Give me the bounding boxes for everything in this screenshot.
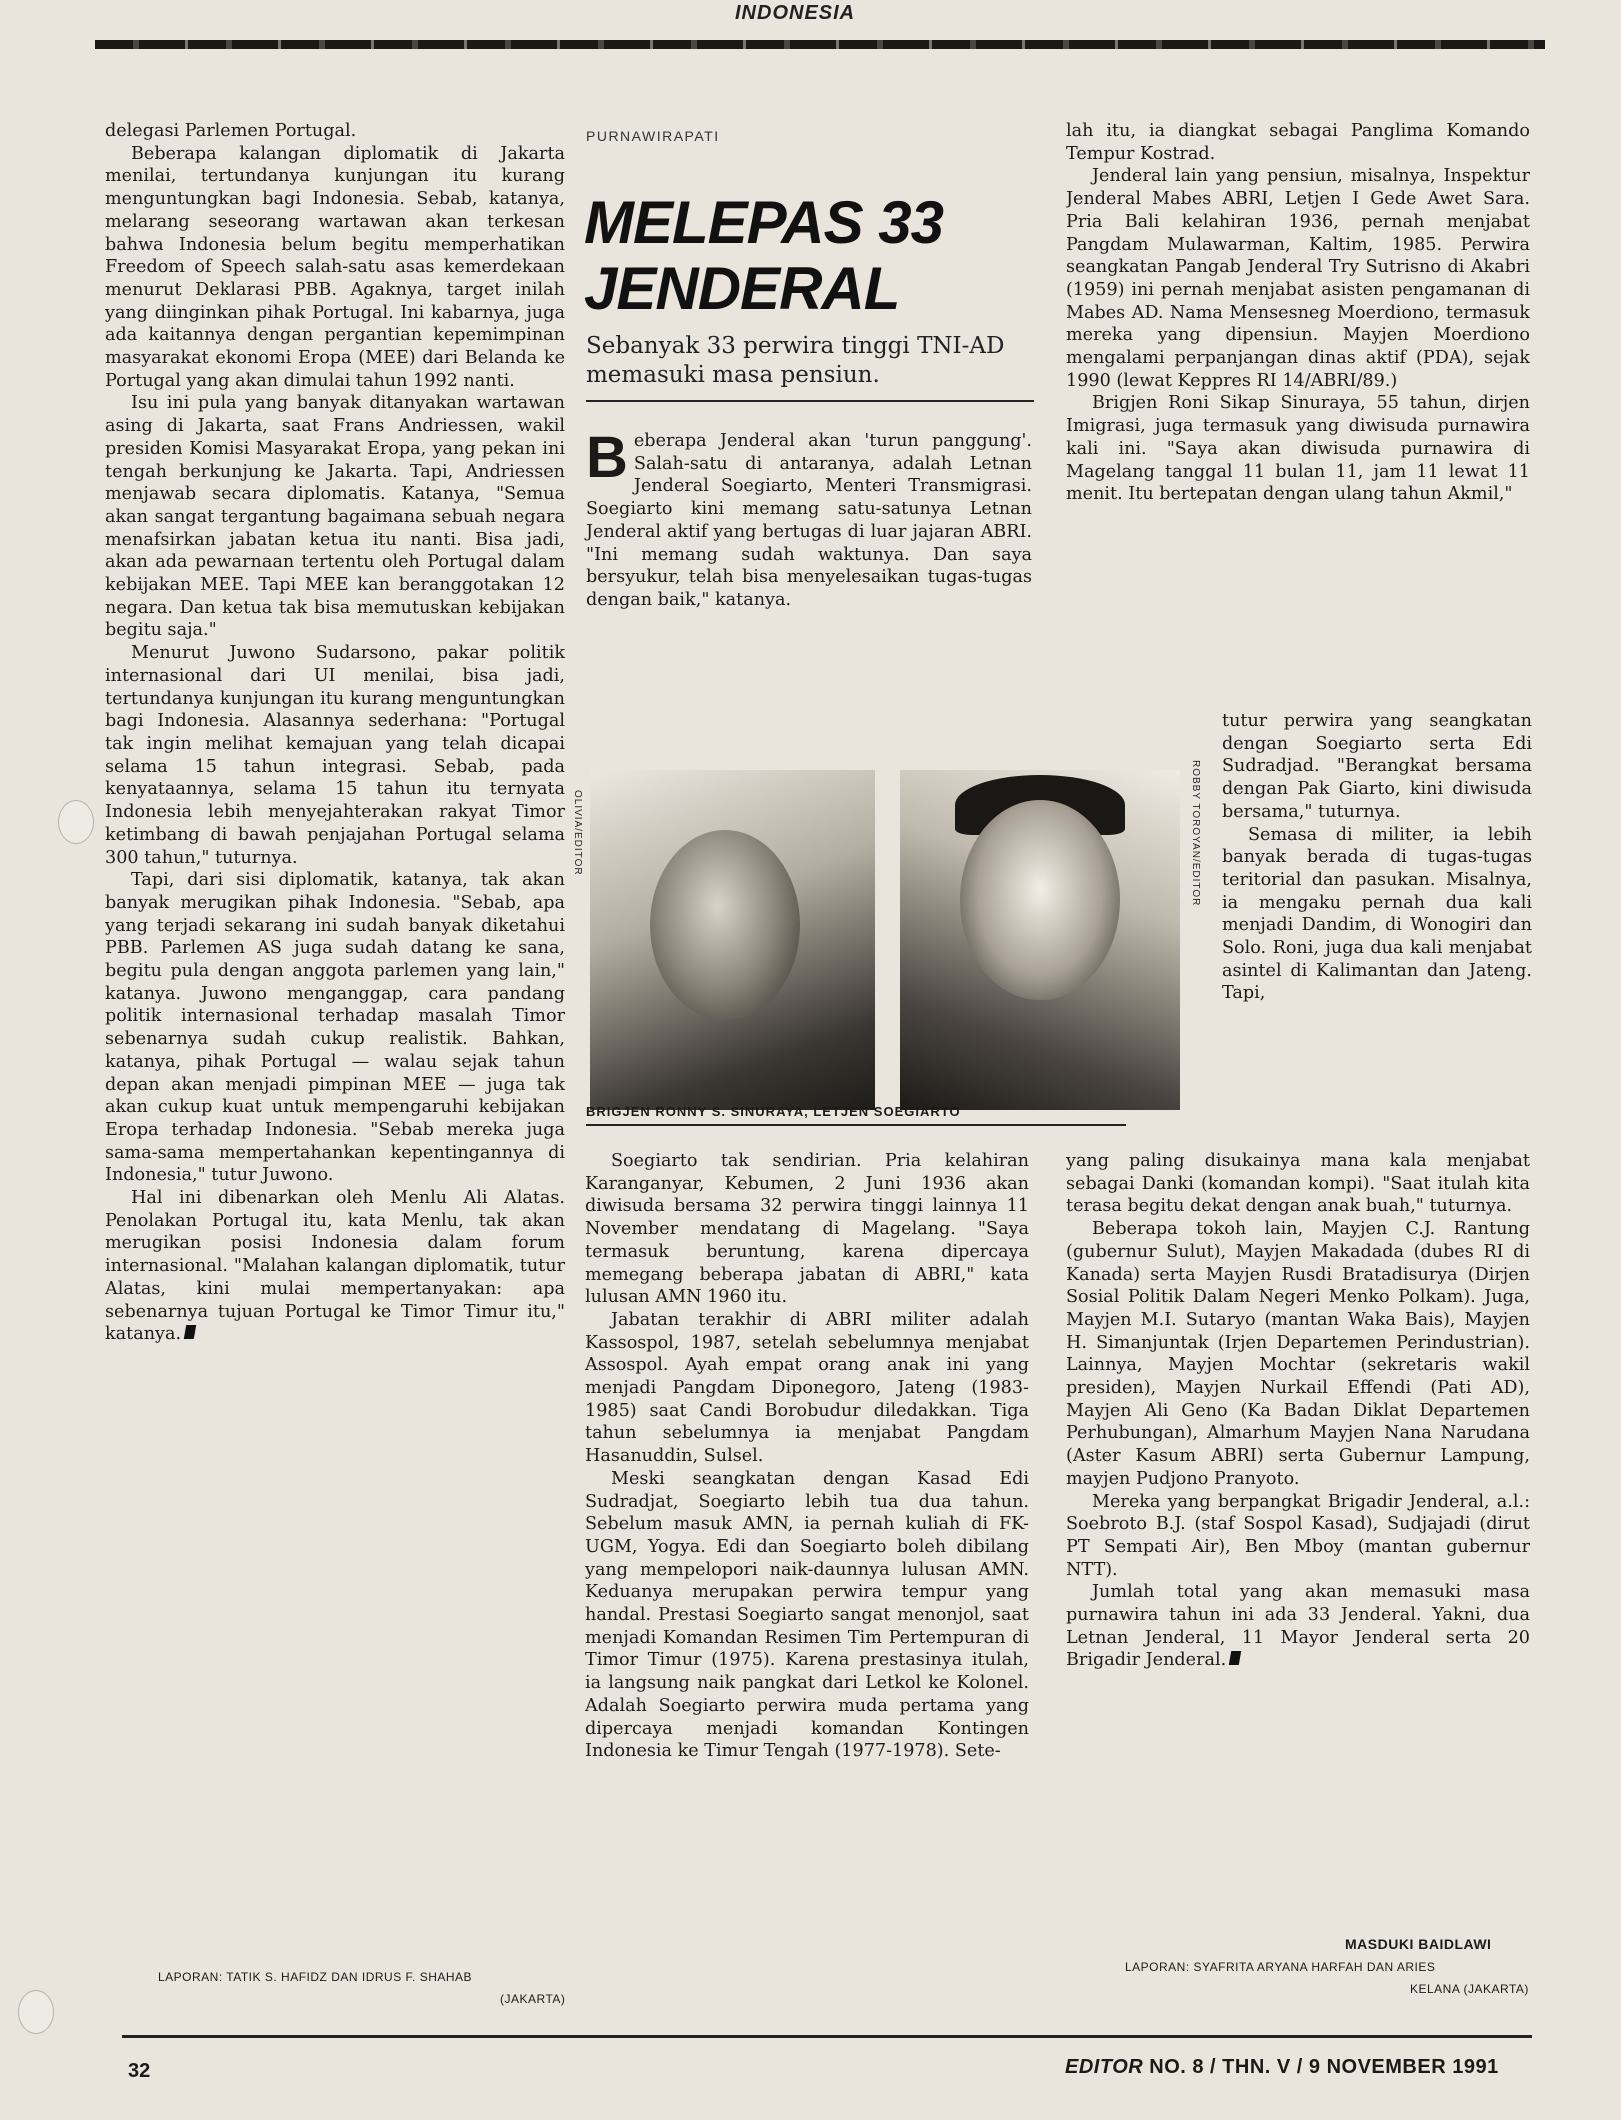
paragraph <box>1066 1581 1530 1672</box>
column-right-bottom <box>1066 1150 1530 1672</box>
portrait-face <box>960 800 1120 1000</box>
section-label: INDONESIA <box>735 2 856 24</box>
end-mark-icon <box>1229 1651 1241 1665</box>
standfirst: Sebanyak 33 perwira tinggi TNI-AD memasuki masa pensiun. <box>586 333 1005 388</box>
bottom-rule <box>122 2035 1532 2038</box>
paragraph: Semasa di militer, ia lebih banyak berada di tugas-tugas teritorial dan pasukan. Misalnya, ia mengaku pernah dua kali menjadi Dandim, di Wonogiri dan Solo. Roni, juga dua kali menjabat asintel di Kalimantan dan Jateng. Tapi, <box>1222 824 1532 1004</box>
kicker: PURNAWIRAPATI <box>586 128 720 144</box>
report-credit-location: KELANA (JAKARTA) <box>1410 1982 1529 1996</box>
paragraph: yang paling disukainya mana kala menjabat sebagai Danki (komandan kompi). "Saat itulah kita terasa begitu dekat dengan anak buah," tuturnya. <box>1066 1151 1530 1217</box>
photo-caption: BRIGJEN RONNY S. SINURAYA, LETJEN SOEGIARTO <box>586 1104 961 1119</box>
paragraph: tutur perwira yang seangkatan dengan Soegiarto serta Edi Sudradjad. "Berangkat bersama dengan Pak Giarto, kini diwisuda bersama," tuturnya. <box>1222 711 1532 822</box>
paragraph: Menurut Juwono Sudarsono, pakar politik internasional dari UI menilai, bisa jadi, tertundanya kunjungan itu kurang menguntungkan bagi Indonesia. Alasannya sederhana: "Portugal tak ingin melihat kemajuan yang telah dicapai selama 15 tahun integrasi. Sebab, pada kenyataannya, selama 15 tahun itu ternyata Indonesia lebih menyejahterakan rakyat Timor ketimbang di bawah penjajahan Portugal selama 300 tahun," tuturnya. <box>105 643 565 868</box>
punch-hole <box>18 1990 54 2034</box>
issue-info: NO. 8 / THN. V / 9 NOVEMBER 1991 <box>1149 2056 1499 2078</box>
paragraph: Soegiarto tak sendirian. Pria kelahiran Karanganyar, Kebumen, 2 Juni 1936 akan diwisuda bersama 32 perwira tinggi lainnya 11 November mendatang di Magelang. "Saya termasuk beruntung, karena dipercaya memegang beberapa jabatan di ABRI," kata lulusan AMN 1960 itu. <box>585 1151 1029 1308</box>
divider <box>586 400 1034 402</box>
paragraph: Brigjen Roni Sikap Sinuraya, 55 tahun, dirjen Imigrasi, juga termasuk yang diwisuda purnawira kali ini. "Saya akan diwisuda purnawira di Magelang tanggal 11 bulan 11, jam 11 lewat 11 menit. Itu bertepatan dengan ulang tahun Akmil," <box>1066 393 1530 505</box>
paragraph <box>105 1187 565 1346</box>
paragraph: Jabatan terakhir di ABRI militer adalah Kassospol, 1987, setelah sebelumnya menjabat Assospol. Ayah empat orang anak ini yang menjadi Pangdam Diponegoro, Jateng (1983-1985) saat Candi Borobudur diledakkan. Tiga tahun sebelumnya ia menjabat Pangdam Hasanuddin, Sulsel. <box>585 1309 1029 1467</box>
author-signature: MASDUKI BAIDLAWI <box>1345 1936 1492 1952</box>
divider <box>586 1124 1126 1126</box>
paragraph: Beberapa tokoh lain, Mayjen C.J. Rantung (gubernur Sulut), Mayjen Makadada (dubes RI di Kanada) serta Mayjen Rusdi Bratadisurya (Dirjen Sosial Politik Dalam Negeri Menko Polkam). Juga, Mayjen M.I. Sutaryo (mantan Waka Bais), Mayjen H. Simanjuntak (Irjen Departemen Perindustrian). Lainnya, Mayjen Mochtar (sekretaris wakil presiden), Mayjen Nurkail Effendi (Pati AD), Mayjen Ali Geno (Ka Badan Diklat Departemen Perhubungan), Almarhum Mayjen Nana Narudana (Aster Kasum ABRI) serta Gubernur Lampung, mayjen Pudjono Pranyoto. <box>1066 1219 1530 1489</box>
paragraph: Jenderal lain yang pensiun, misalnya, Inspektur Jenderal Mabes ABRI, Letjen I Gede Awet Sara. Pria Bali kelahiran 1936, pernah menjabat Pangdam Mulawarman, Kaltim, 1985. Perwira seangkatan Pangab Jenderal Try Sutrisno di Akabri (1959) ini pernah menjabat asisten pengamanan di Mabes AD. Nama Mensesneg Moerdiono, termasuk mereka yang dipensiun. Mayjen Moerdiono mengalami perpanjangan dinas aktif (PDA), sejak 1990 (lewat Keppres RI 14/ABRI/89.) <box>1066 166 1530 391</box>
headline: MELEPAS 33 JENDERAL <box>584 189 943 322</box>
paragraph: lah itu, ia diangkat sebagai Panglima Komando Tempur Kostrad. <box>1066 121 1530 164</box>
paragraph-text: Hal ini dibenarkan oleh Menlu Ali Alatas. Penolakan Portugal itu, kata Menlu, tak akan merugikan posisi Indonesia dalam forum internasional. "Malahan kalangan diplomatik, tutur Alatas, kini mulai mempertanyakan: apa sebenarnya tujuan Portugal ke Timor Timur itu," katanya. <box>105 1188 565 1345</box>
drop-cap: B <box>586 425 628 490</box>
paragraph: Beberapa kalangan diplomatik di Jakarta menilai, tertundanya kunjungan itu kurang menguntungkan bagi Indonesia. Sebab, katanya, melarang seseorang wartawan akan terkesan bahwa Indonesia belum begitu memperhatikan Freedom of Speech salah-satu asas kemerdekaan menurut Deklarasi PBB. Agaknya, target inilah yang diinginkan pihak Portugal. Ini kabarnya, juga ada kaitannya dengan pergantian kepemimpinan masyarakat ekonomi Eropa (MEE) dari Belanda ke Portugal yang akan dimulai tahun 1992 nanti. <box>105 143 565 391</box>
top-rule <box>95 40 1545 49</box>
photo-soegiarto <box>900 770 1180 1110</box>
column-right-wrap <box>1222 710 1532 1005</box>
magazine-issue-line <box>1065 2056 1499 2079</box>
column-middle-bottom <box>585 1150 1029 1763</box>
photo-credit: ROBBY TOROYAN/EDITOR <box>1190 760 1201 907</box>
report-credit: LAPORAN: TATIK S. HAFIDZ DAN IDRUS F. SHAHAB <box>158 1970 473 1984</box>
paragraph: Meski seangkatan dengan Kasad Edi Sudradjat, Soegiarto lebih tua dua tahun. Sebelum masuk AMN, ia pernah kuliah di FK-UGM, Yogya. Edi dan Soegiarto boleh dibilang yang mempelopori naik-daunnya lulusan AMN. Keduanya merupakan perwira tempur yang handal. Prestasi Soegiarto sangat menonjol, saat menjadi Komandan Resimen Tim Pertempuran di Timor Timur (1975). Karena prestasinya itulah, ia langsung naik pangkat dari Letkol ke Kolonel. Adalah Soegiarto perwira muda pertama yang dipercaya menjadi komandan Kontingen Indonesia ke Timur Tengah (1977-1978). Sete- <box>585 1468 1029 1762</box>
report-credit: LAPORAN: SYAFRITA ARYANA HARFAH DAN ARIES <box>1125 1960 1436 1974</box>
paragraph: Mereka yang berpangkat Brigadir Jenderal, a.l.: Soebroto B.J. (staf Sospol Kasad), Sudjajadi (dirut PT Sempati Air), Ben Mboy (mantan gubernur NTT). <box>1066 1491 1530 1580</box>
magazine-name: EDITOR <box>1065 2056 1144 2078</box>
paragraph: delegasi Parlemen Portugal. <box>105 121 357 141</box>
lead-text: eberapa Jenderal akan 'turun panggung'. Salah-satu di antaranya, adalah Letnan Jenderal Soegiarto, Menteri Transmigrasi. Soegiarto kini memang satu-satunya Letnan Jenderal aktif yang bertugas di luar jajaran ABRI. "Ini memang sudah waktunya. Dan saya bersyukur, telah bisa menyelesaikan tugas-tugas dengan baik," katanya. <box>586 431 1032 610</box>
end-mark-icon <box>184 1325 196 1339</box>
lead-paragraph <box>586 425 1032 612</box>
photo-ronny-sinuraya <box>590 770 875 1110</box>
portrait-face <box>650 830 800 1020</box>
page-number: 32 <box>128 2060 151 2082</box>
paragraph-text: Jumlah total yang akan memasuki masa purnawira tahun ini ada 33 Jenderal. Yakni, dua Letnan Jenderal, 11 Mayor Jenderal serta 20 Brigadir Jenderal. <box>1066 1582 1530 1671</box>
column-right-top <box>1066 120 1530 695</box>
paragraph: Tapi, dari sisi diplomatik, katanya, tak akan banyak merugikan pihak Indonesia. "Sebab, apa yang terjadi sekarang ini sudah banyak diketahui PBB. Parlemen AS juga sudah datang ke sana, begitu pula dengan anggota parlemen yang lain," katanya. Juwono menganggap, cara pandang politik internasional terhadap masalah Timor sebenarnya sudah cukup realistik. Bahkan, katanya, pihak Portugal — walau sejak tahun depan akan menjadi pimpinan MEE — juga tak akan cukup kuat untuk mempengaruhi kebijakan Eropa terhadap Indonesia. "Sebab mereka juga sama-sama mempertahankan kepentingannya di Indonesia," tutur Juwono. <box>105 870 565 1186</box>
report-credit-location: (JAKARTA) <box>500 1992 566 2006</box>
punch-hole <box>58 800 94 844</box>
column-left <box>105 120 565 1346</box>
photo-credit: OLIVIA/EDITOR <box>572 790 583 876</box>
paragraph: Isu ini pula yang banyak ditanyakan wartawan asing di Jakarta, saat Frans Andriessen, wakil presiden Komisi Masyarakat Eropa, yang pekan ini tengah berkunjung ke Jakarta. Tapi, Andriessen menjawab secara diplomatis. Katanya, "Semua akan sangat tergantung bagaimana sebuah negara menafsirkan jabatan ketua itu nanti. Bisa jadi, akan ada pewarnaan tertentu oleh Portugal dalam kebijakan MEE. Tapi MEE kan beranggotakan 12 negara. Dan ketua tak bisa memutuskan kebijakan begitu saja." <box>105 393 565 641</box>
